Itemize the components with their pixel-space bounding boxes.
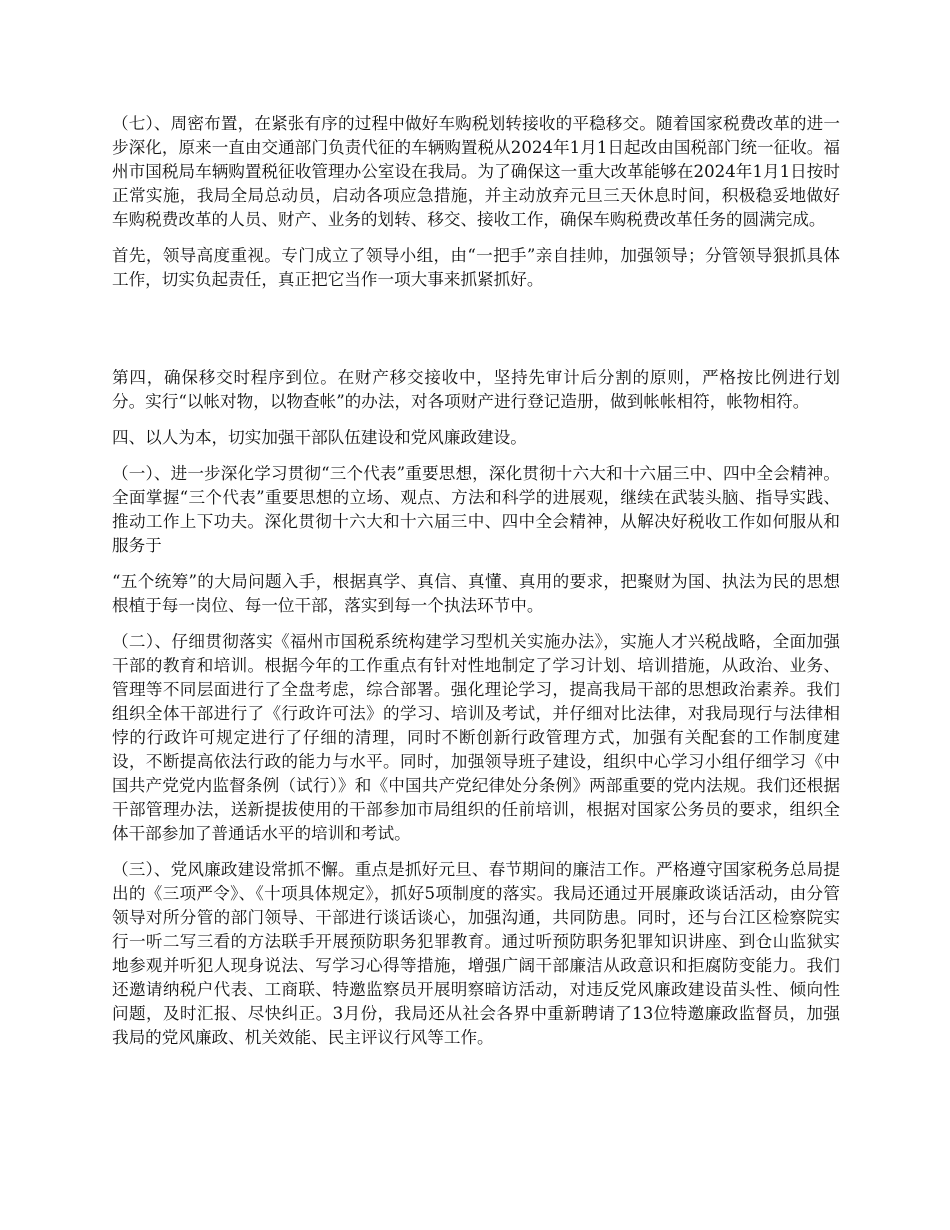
section-heading-4: 四、以人为本，切实加强干部队伍建设和党风廉政建设。 <box>112 428 527 447</box>
paragraph-subsection-2: （二）、仔细贯彻落实《福州市国税系统构建学习型机关实施办法》，实施人才兴税战略，全面加强干部的教育和培训。根据今年的工作重点有针对性地制定了学习计划、培训措施，从政治、业务、管理等不同层面进行了全盘考虑，综合部署。强化理论学习，提高我局干部的思想政治素养。我们组织全体干部进行了《行政许可法》的学习、培训及考试，并仔细对比法律，对我局现行与法律相悖的行政许可规定进行了仔细的清理，同时不断创新行政管理方式，加强有关配套的工作制度建设，不断提高依法行政的能力与水平。同时，加强领导班子建设，组织中心学习小组仔细学习《中国共产党党内监督条例（试行）》和《中国共产党纪律处分条例》两部重要的党内法规。我们还根据干部管理办法，送新提拔使用的干部参加市局组织的任前培训，根据对国家公务员的要求，组织全体干部参加了普通话水平的培训和考试。 <box>112 632 840 843</box>
paragraph-subsection-1-continued: “五个统筹”的大局问题入手，根据真学、真信、真懂、真用的要求，把聚财为国、执法为民的思想根植于每一岗位、每一位干部，落实到每一个执法环节中。 <box>112 572 840 615</box>
paragraph-subsection-1: （一）、进一步深化学习贯彻“三个代表”重要思想，深化贯彻十六大和十六届三中、四中全会精神。全面掌握“三个代表”重要思想的立场、观点、方法和科学的进展观，继续在武装头脑、指导实践、推动工作上下功夫。深化贯彻十六大和十六届三中、四中全会精神，从解决好税收工作如何服从和服务于 <box>112 464 840 555</box>
paragraph-transfer-procedure: 第四，确保移交时程序到位。在财产移交接收中，坚持先审计后分割的原则，严格按比例进行划分。实行“以帐对物，以物查帐”的办法，对各项财产进行登记造册，做到帐帐相符，帐物相符。 <box>112 368 840 411</box>
document-body <box>112 112 840 1062</box>
blank-gap <box>112 304 840 366</box>
paragraph-subsection-3: （三）、党风廉政建设常抓不懈。重点是抓好元旦、春节期间的廉洁工作。严格遵守国家税务总局提出的《三项严令》、《十项具体规定》，抓好5项制度的落实。我局还通过开展廉政谈话活动，由分管领导对所分管的部门领导、干部进行谈话谈心，加强沟通，共同防患。同时，还与台江区检察院实行一听二写三看的方法联手开展预防职务犯罪教育。通过听预防职务犯罪知识讲座、到仓山监狱实地参观并听犯人现身说法、写学习心得等措施，增强广阔干部廉洁从政意识和拒腐防变能力。我们还邀请纳税户代表、工商联、特邀监察员开展明察暗访活动，对违反党风廉政建设苗头性、倾向性问题，及时汇报、尽快纠正。3月份，我局还从社会各界中重新聘请了13位特邀廉政监督员，加强我局的党风廉政、机关效能、民主评议行风等工作。 <box>112 860 840 1047</box>
paragraph-leadership: 首先，领导高度重视。专门成立了领导小组，由“一把手”亲自挂帅，加强领导；分管领导狠抓具体工作，切实负起责任，真正把它当作一项大事来抓紧抓好。 <box>112 246 840 289</box>
paragraph-section-7: （七）、周密布置，在紧张有序的过程中做好车购税划转接收的平稳移交。随着国家税费改革的进一步深化，原来一直由交通部门负责代征的车辆购置税从2024年1月1日起改由国税部门统一征收。福州市国税局车辆购置税征收管理办公室设在我局。为了确保这一重大改革能够在2024年1月1日按时正常实施，我局全局总动员，启动各项应急措施，并主动放弃元旦三天休息时间，积极稳妥地做好车购税费改革的人员、财产、业务的划转、移交、接收工作，确保车购税费改革任务的圆满完成。 <box>112 114 840 229</box>
